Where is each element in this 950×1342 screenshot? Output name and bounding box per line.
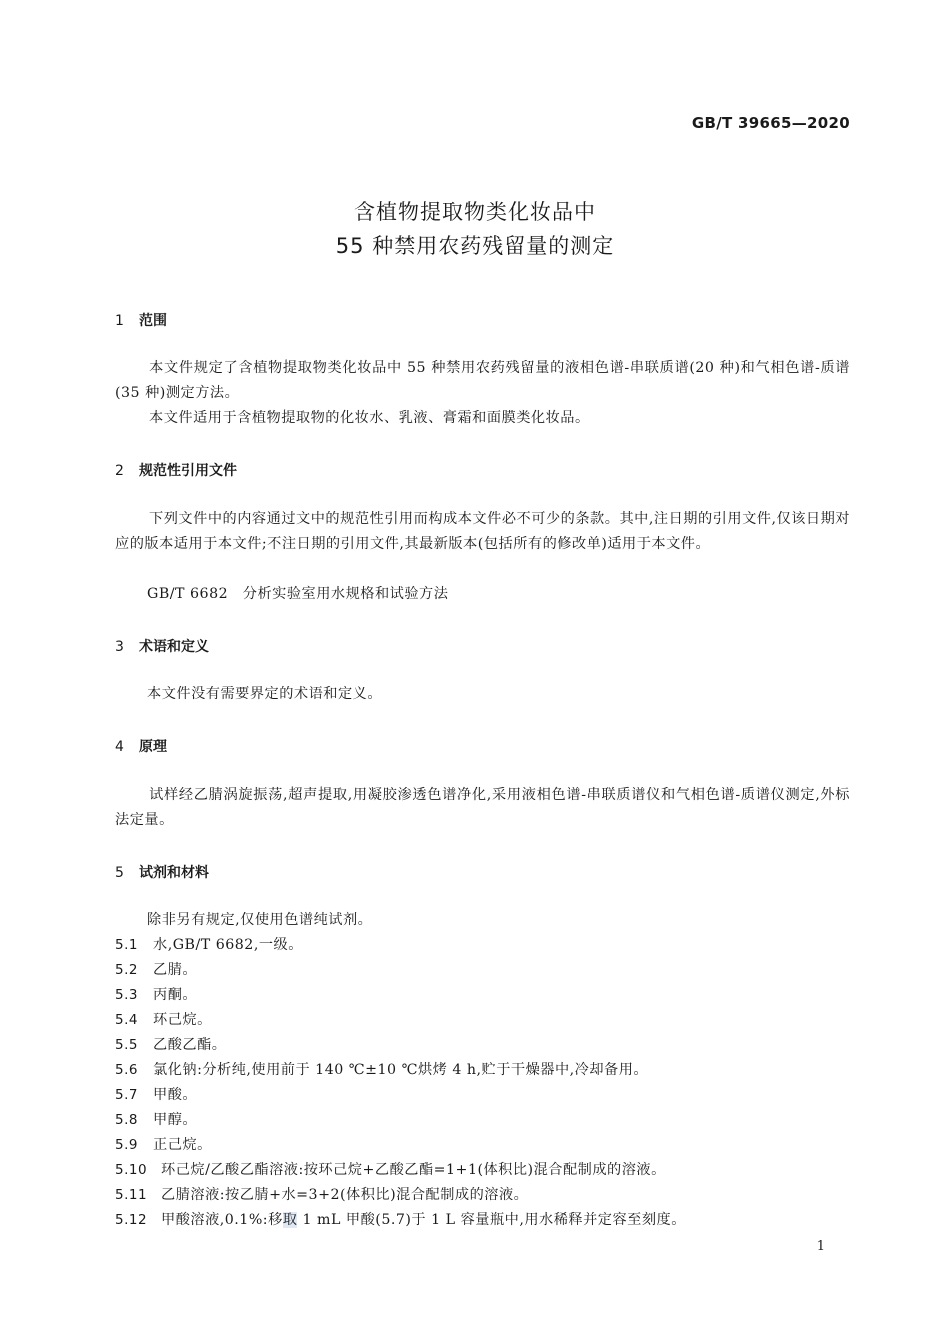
item-number: 5.12 [115,1212,148,1228]
principle-paragraph [115,783,850,833]
section-heading-principle [115,736,167,756]
references-paragraph [115,507,850,557]
section-heading-scope [115,310,167,330]
item-text: 乙腈。 [153,962,198,978]
section-number: 3 [115,639,124,655]
item-number: 5.7 [115,1087,138,1103]
reagent-item [115,1108,197,1133]
item-number: 5.8 [115,1112,138,1128]
item-number: 5.11 [115,1187,148,1203]
reagent-item [115,1133,212,1158]
section-title: 规范性引用文件 [139,463,237,479]
section-heading-normative-references [115,460,237,480]
section-number: 2 [115,463,124,479]
item-text-continued: 1 mL 甲酸(5.7)于 1 L 容量瓶中,用水稀释并定容至刻度。 [297,1212,686,1228]
reagents-intro: 除非另有规定,仅使用色谱纯试剂。 [147,912,373,928]
reagent-item [115,958,197,983]
standard-number: GB/T 39665—2020 [691,114,850,132]
item-number: 5.2 [115,962,138,978]
item-number: 5.9 [115,1137,138,1153]
item-text: 甲酸。 [153,1087,198,1103]
section-number: 1 [115,313,124,329]
item-text: 乙腈溶液:按乙腈+水=3+2(体积比)混合配制成的溶液。 [161,1187,529,1203]
reagent-item [115,1033,226,1058]
item-text: 环己烷/乙酸乙酯溶液:按环己烷+乙酸乙酯=1+1(体积比)混合配制成的溶液。 [161,1162,666,1178]
reagent-item [115,1158,666,1183]
reference-gbt6682: GB/T 6682 分析实验室用水规格和试验方法 [147,586,449,602]
item-number: 5.10 [115,1162,148,1178]
section-title: 术语和定义 [139,639,209,655]
document-title-line2: 55 种禁用农药残留量的测定 [335,234,615,258]
reagent-item [115,983,197,1008]
section-title: 范围 [139,313,167,329]
item-number: 5.1 [115,937,138,953]
scope-text-2: 本文件适用于含植物提取物的化妆水、乳液、膏霜和面膜类化妆品。 [149,410,590,426]
scope-text-1: 本文件规定了含植物提取物类化妆品中 55 种禁用农药残留量的液相色谱-串联质谱(20 种)和气相色谱-质谱(35 种)测定方法。 [115,360,850,401]
section-heading-terms [115,636,209,656]
item-text: 氯化钠:分析纯,使用前于 140 ℃±10 ℃烘烤 4 h,贮于干燥器中,冷却备用。 [153,1062,649,1078]
references-text: 下列文件中的内容通过文中的规范性引用而构成本文件必不可少的条款。其中,注日期的引用文件,仅该日期对应的版本适用于本文件;不注日期的引用文件,其最新版本(包括所有的修改单)适用于本文件。 [115,511,850,552]
page-number: 1 [816,1239,825,1254]
reagent-item [115,1083,197,1108]
section-title: 试剂和材料 [139,865,209,881]
section-number: 4 [115,739,124,755]
terms-paragraph: 本文件没有需要界定的术语和定义。 [147,686,383,702]
item-number: 5.6 [115,1062,138,1078]
document-title-line1: 含植物提取物类化妆品中 [354,200,596,224]
principle-text: 试样经乙腈涡旋振荡,超声提取,用凝胶渗透色谱净化,采用液相色谱-串联质谱仪和气相色谱-质谱仪测定,外标法定量。 [115,787,850,828]
item-text: 水,GB/T 6682,一级。 [153,937,303,953]
item-text: 甲醇。 [153,1112,198,1128]
item-text: 正己烷。 [153,1137,212,1153]
item-text: 乙酸乙酯。 [153,1037,227,1053]
item-number: 5.5 [115,1037,138,1053]
reagent-item [115,1183,528,1208]
reagent-item [115,1008,212,1033]
text-selection-highlight[interactable]: 取 [282,1212,298,1228]
item-text: 甲酸溶液,0.1%:移 [161,1212,283,1228]
section-title: 原理 [139,739,167,755]
section-number: 5 [115,865,124,881]
section-heading-reagents [115,862,209,882]
item-number: 5.4 [115,1012,138,1028]
reagent-item [115,933,303,958]
item-text: 丙酮。 [153,987,198,1003]
reagent-item [115,1208,686,1233]
reagent-item [115,1058,648,1083]
item-text: 环己烷。 [153,1012,212,1028]
scope-paragraph-1 [115,356,850,406]
scope-paragraph-2 [115,406,850,431]
item-number: 5.3 [115,987,138,1003]
